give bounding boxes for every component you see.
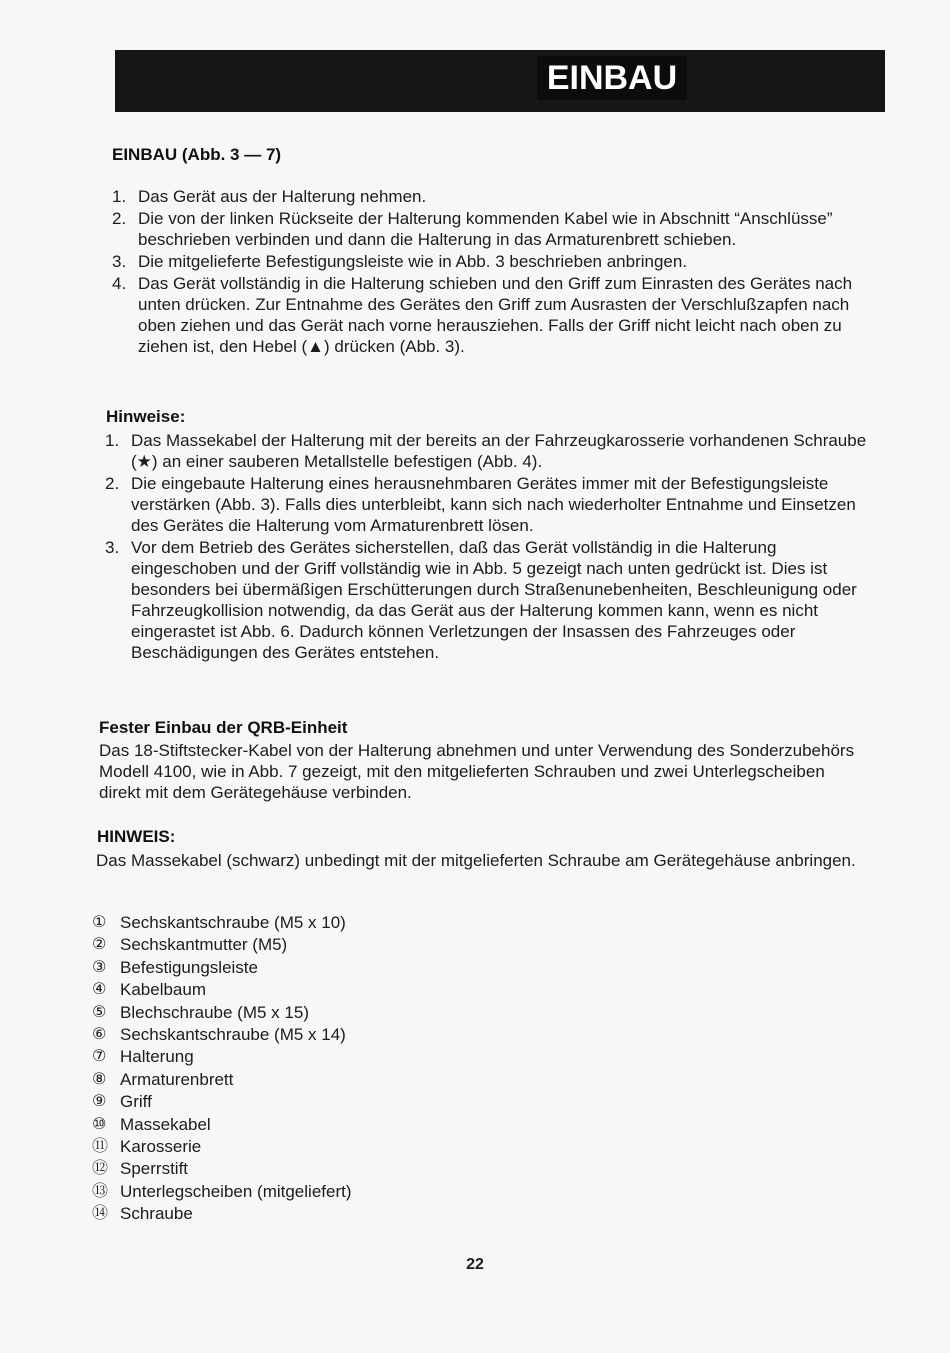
list-item (92, 957, 352, 979)
list-item (92, 1114, 352, 1136)
list-item (92, 1024, 352, 1046)
part-number: ⑦ (92, 1048, 107, 1066)
part-label: Unterlegscheiben (mitgeliefert) (120, 1181, 352, 1201)
part-number: ⑤ (92, 1003, 107, 1021)
list-item (112, 273, 862, 357)
note-text: Vor dem Betrieb des Gerätes sicherstellen, daß das Gerät vollständig in die Halterung eingeschoben und der Griff vollständig wie in Abb. 5 gezeigt nach unten gedrückt ist. Dies ist besonders bei übermäßigen Erschütterungen durch Straßenunebenheiten, Beschleunigung oder Fahrzeugkollision notwendig, da das Gerät aus der Halterung kommen kann, wenn es nicht eingerastet ist Abb. 6. Dadurch können Verletzungen der Insassen des Fahrzeuges oder Beschädigungen des Gerätes entstehen. (131, 538, 857, 662)
hinweis-text: Das Massekabel (schwarz) unbedingt mit der mitgelieferten Schraube am Gerätegehäuse anbringen. (96, 851, 856, 870)
list-item (112, 186, 862, 207)
fixed-install-text: Das 18-Stiftstecker-Kabel von der Halterung abnehmen und unter Verwendung des Sonderzubehörs Modell 4100, wie in Abb. 7 gezeigt, mit den mitgelieferten Schrauben und zwei Unterlegscheiben direkt mit dem Gerätegehäuse verbinden. (99, 741, 855, 802)
part-label: Sechskantschraube (M5 x 10) (120, 913, 346, 932)
part-label: Schraube (120, 1204, 193, 1224)
step-text: Das Gerät vollständig in die Halterung schieben und den Griff zum Einrasten des Gerätes nach unten drücken. Zur Entnahme des Gerätes den Griff zum Ausrasten der Verschlußzapfen nach oben ziehen und das Gerät nach vorne herausziehen. Falls der Griff nicht leicht nach oben zu ziehen ist, den Hebel (▲) drücken (Abb. 3). (138, 274, 853, 356)
part-number: ④ (92, 981, 107, 999)
part-label: Sechskantmutter (M5) (120, 935, 288, 955)
part-label: Halterung (120, 1047, 194, 1067)
part-number: ⑫ (92, 1160, 109, 1178)
note-text: Die eingebaute Halterung eines herausnehmbaren Gerätes immer mit der Befestigungsleiste verstärken (Abb. 3). Falls dies unterbleibt, kann sich nach wiederholter Entnahme und Einsetzen des Gerätes die Halterung vom Armaturenbrett lösen. (131, 474, 856, 535)
page-number: 22 (466, 1256, 484, 1273)
list-item (92, 1158, 352, 1180)
list-item (92, 1136, 352, 1158)
notes-title: Hinweise: (106, 407, 186, 426)
section-title: EINBAU (Abb. 3 — 7) (112, 145, 282, 164)
step-number: 2. (112, 209, 127, 228)
list-item (92, 979, 352, 1001)
note-number: 2. (105, 474, 120, 493)
list-item (92, 1203, 352, 1225)
part-label: Karosserie (120, 1137, 202, 1157)
list-item (105, 430, 870, 472)
note-number: 1. (105, 431, 120, 450)
notes-list (105, 430, 870, 664)
part-number: ② (92, 936, 107, 954)
note-number: 3. (105, 538, 120, 557)
part-label: Sperrstift (120, 1159, 189, 1179)
list-item (92, 1091, 352, 1113)
part-label: Griff (120, 1092, 152, 1112)
part-label: Kabelbaum (120, 980, 207, 1000)
part-number: ⑩ (92, 1115, 107, 1133)
list-item (92, 934, 352, 956)
part-number: ⑬ (92, 1182, 109, 1200)
part-number: ⑧ (92, 1070, 107, 1088)
hinweis-title: HINWEIS: (97, 827, 176, 846)
list-item (92, 1069, 352, 1091)
list-item (112, 251, 862, 272)
part-number: ⑥ (92, 1026, 107, 1044)
step-text: Die von der linken Rückseite der Halterung kommenden Kabel wie in Abschnitt “Anschlüsse” beschrieben verbinden und dann die Halterung in das Armaturenbrett schieben. (138, 209, 833, 249)
note-text: Das Massekabel der Halterung mit der bereits an der Fahrzeugkarosserie vorhandenen Schraube (★) an einer sauberen Metallstelle befestigen (Abb. 4). (131, 431, 867, 471)
fixed-install-title: Fester Einbau der QRB-Einheit (99, 718, 348, 737)
parts-legend (92, 912, 352, 1226)
part-label: Befestigungsleiste (120, 957, 258, 977)
part-number: ⑭ (92, 1205, 109, 1223)
part-label: Armaturenbrett (120, 1069, 234, 1089)
part-label: Sechskantschraube (M5 x 14) (120, 1025, 346, 1045)
step-number: 4. (112, 274, 127, 293)
part-number: ① (92, 914, 107, 931)
list-item (92, 1181, 352, 1203)
step-number: 3. (112, 252, 127, 271)
list-item (105, 537, 870, 663)
install-steps (112, 186, 862, 358)
step-text: Die mitgelieferte Befestigungsleiste wie in Abb. 3 beschrieben anbringen. (138, 252, 688, 271)
page-title: EINBAU (537, 56, 687, 100)
list-item (92, 1046, 352, 1068)
header-banner (115, 50, 885, 112)
part-number: ⑨ (92, 1093, 107, 1111)
part-label: Blechschraube (M5 x 15) (120, 1002, 309, 1022)
part-number: ③ (92, 958, 107, 976)
list-item (92, 1002, 352, 1024)
list-item (112, 208, 862, 250)
step-number: 1. (112, 187, 127, 206)
list-item (105, 473, 870, 536)
list-item (92, 912, 352, 934)
part-label: Massekabel (120, 1114, 211, 1134)
part-number: ⑪ (92, 1138, 109, 1156)
step-text: Das Gerät aus der Halterung nehmen. (138, 187, 427, 206)
